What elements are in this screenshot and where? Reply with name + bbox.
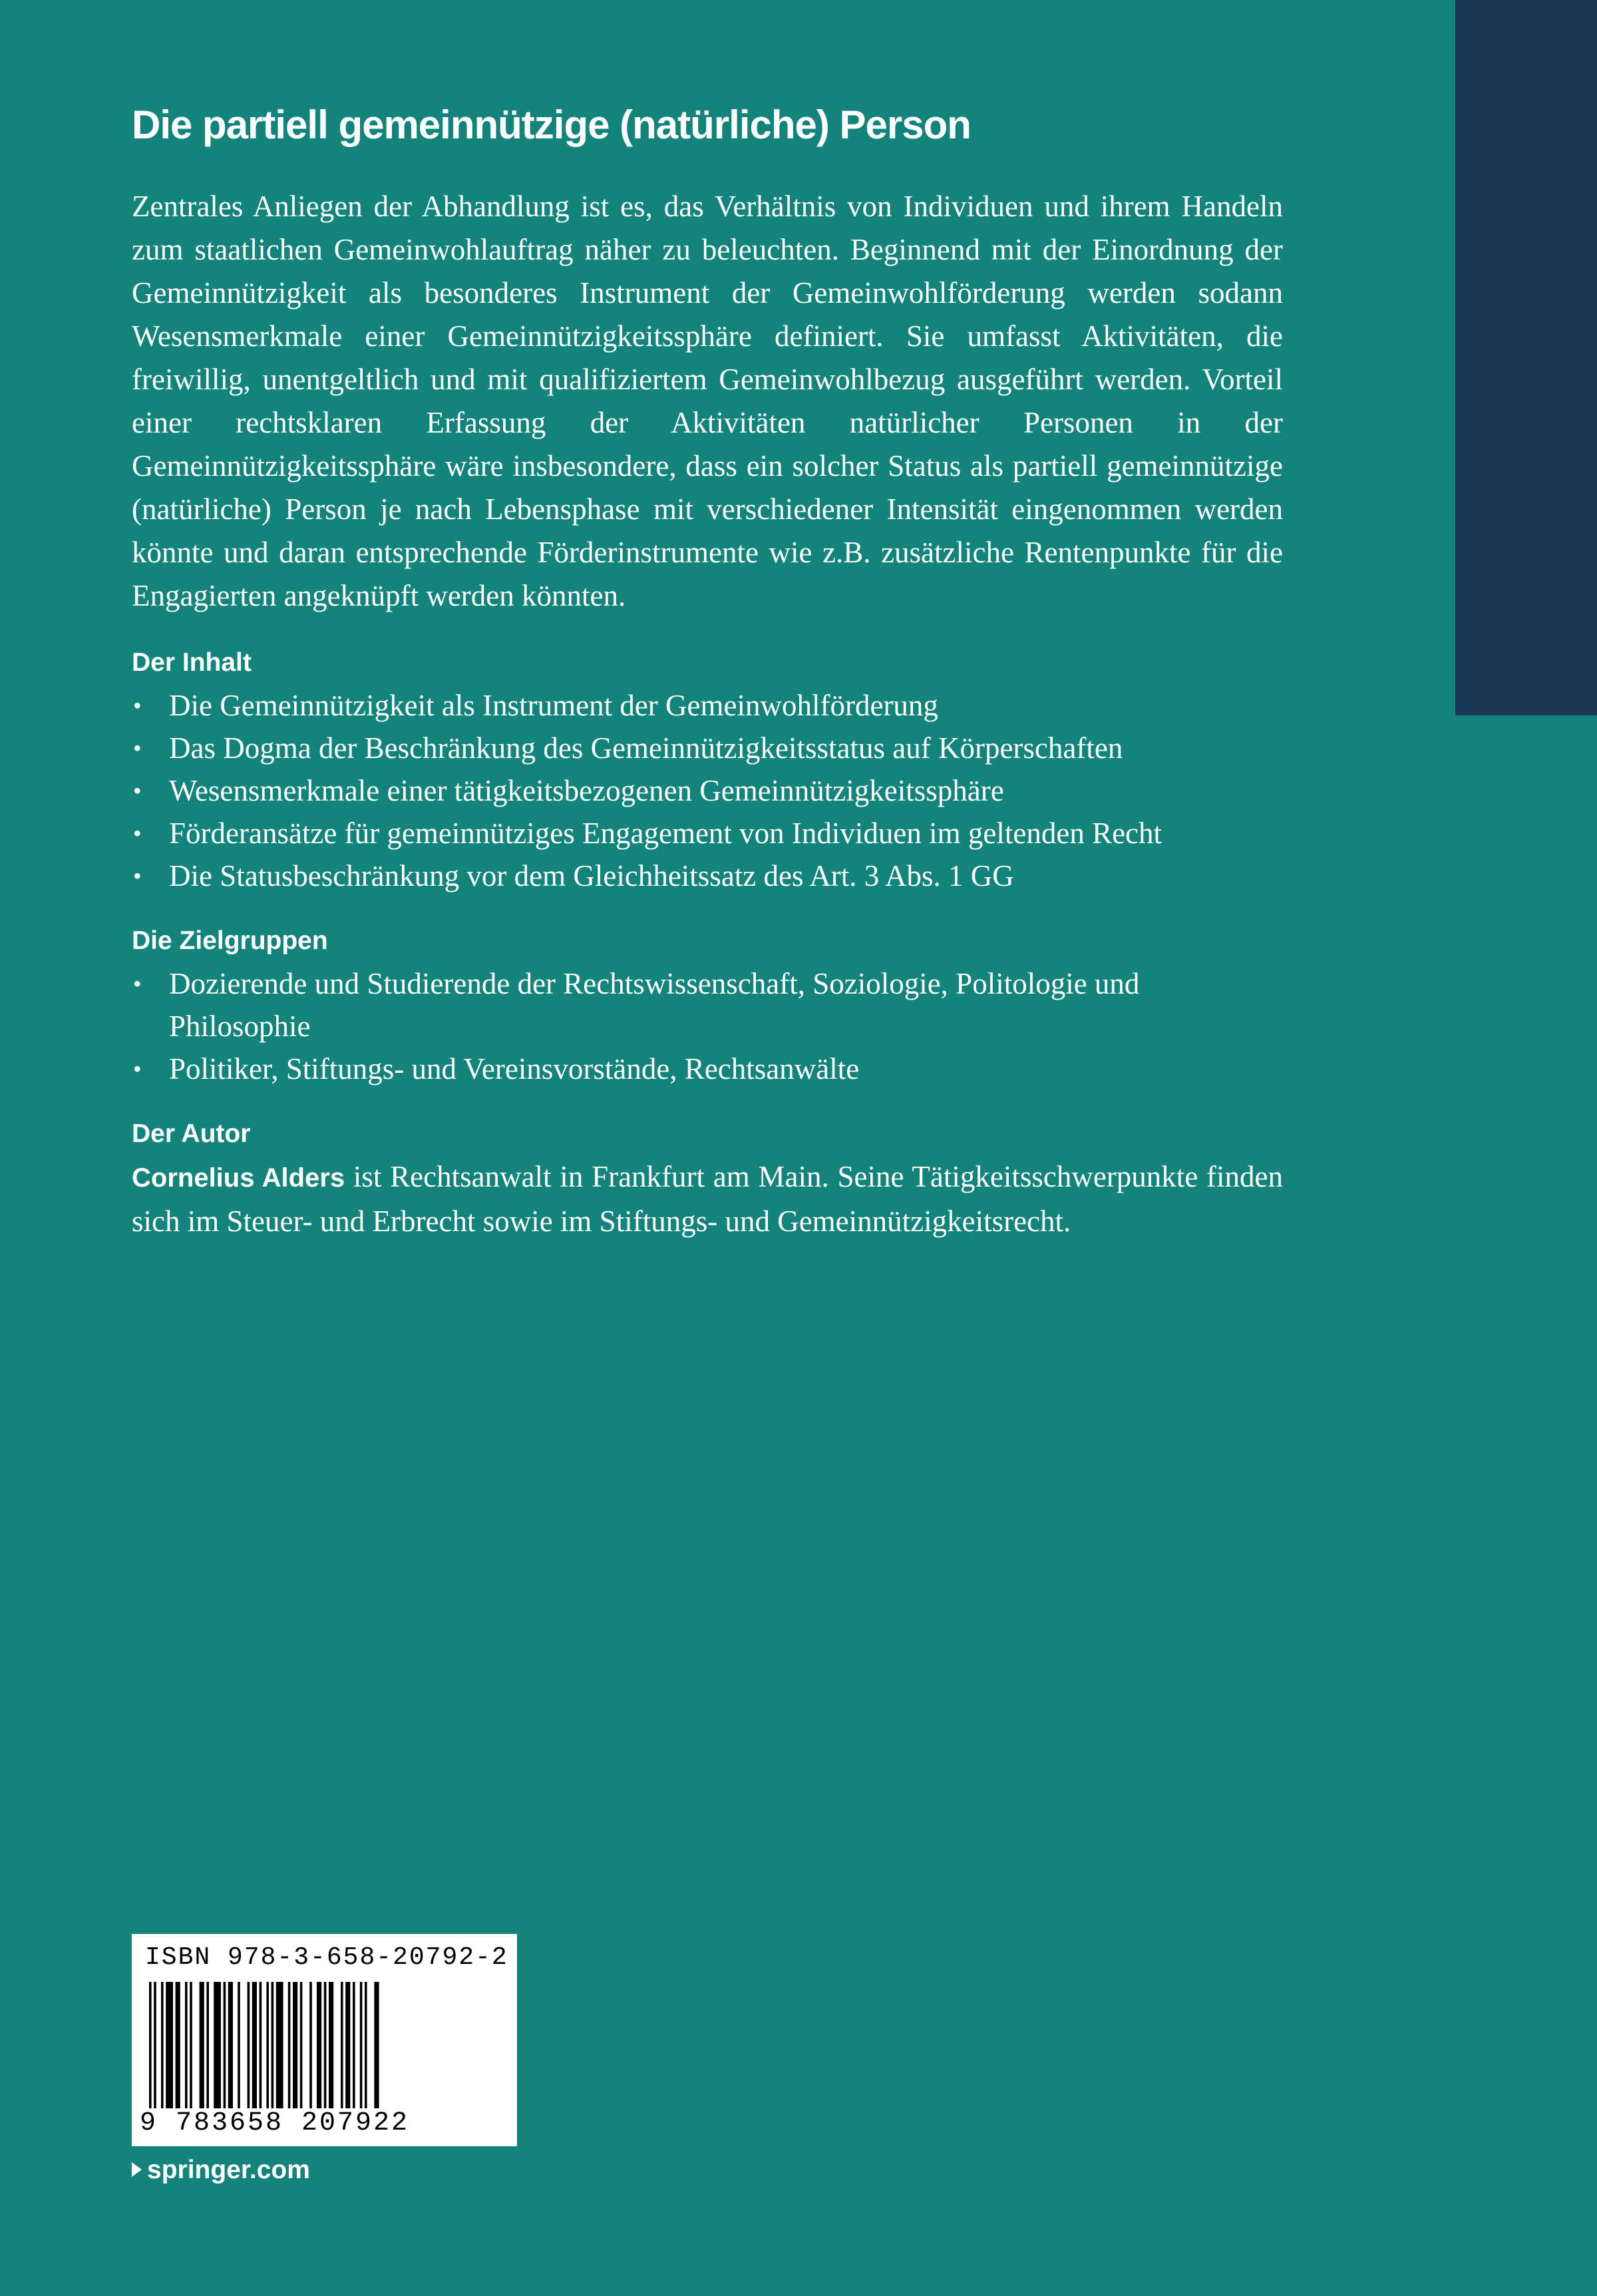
contents-list-item — [132, 855, 1283, 897]
barcode-bar — [161, 1982, 164, 2108]
barcode-bar — [154, 1982, 156, 2108]
contents-heading: Der Inhalt — [132, 648, 252, 677]
barcode-bar — [345, 1982, 350, 2108]
barcode-bar — [324, 1982, 327, 2108]
barcode-bar — [200, 1982, 204, 2108]
barcode-bar — [271, 1982, 274, 2108]
barcode-bar — [309, 1982, 312, 2108]
contents-list-item — [132, 769, 1283, 812]
audience-list — [132, 962, 1283, 1090]
barcode-bar — [341, 1982, 343, 2108]
contents-list-item — [132, 812, 1283, 855]
audience-list-item — [132, 1048, 1283, 1090]
barcode-bar — [224, 1982, 226, 2108]
bullet-icon: • — [133, 692, 142, 719]
contents-list-item — [132, 684, 1283, 727]
barcode-bar — [238, 1982, 240, 2108]
barcode-bar — [329, 1982, 333, 2108]
contents-item-text: Die Gemeinnützigkeit als Instrument der Gemeinwohlförderung — [169, 689, 938, 722]
bullet-icon: • — [133, 820, 142, 847]
barcode-bar — [214, 1982, 221, 2108]
publisher-link-text: springer.com — [147, 2156, 310, 2184]
audience-heading: Die Zielgruppen — [132, 926, 328, 955]
barcode-bar — [248, 1982, 250, 2108]
back-cover-content — [132, 98, 1283, 1243]
barcode-bar — [176, 1982, 180, 2108]
bullet-icon: • — [133, 970, 142, 997]
isbn-label: ISBN 978-3-658-20792-2 — [145, 1943, 508, 1972]
audience-list-item — [132, 962, 1283, 1048]
corner-color-block — [1455, 0, 1597, 715]
barcode-bar — [166, 1982, 173, 2108]
abstract-paragraph: Zentrales Anliegen der Abhandlung ist es, das Verhältnis von Individuen und ihrem Handeln zum staatlichen Gemeinwohlauftrag näher zu beleuchten. Beginnend mit der Einordnung der Gemeinnützigkeit als besonderes Instrument der Gemeinwohlförderung werden sodann Wesensmerkmale einer Gemeinnützigkeitssphäre definiert. Sie umfasst Aktivitäten, die freiwillig, unentgeltlich und mit qualifiziertem Gemeinwohlbezug ausgeführt werden. Vorteil einer rechtsklaren Erfassung der Aktivitäten natürlicher Personen in der Gemeinnützigkeitssphäre wäre insbesondere, dass ein solcher Status als partiell gemeinnützige (natürliche) Person je nach Lebensphase mit verschiedener Intensität eingenommen werden könnte und daran entsprechende Förderinstrumente wie z.B. zusätzliche Rentenpunkte für die Engagierten angeknüpft werden könnten. — [132, 190, 1283, 612]
arrow-right-icon — [132, 2162, 142, 2177]
barcode-bar — [149, 1982, 152, 2108]
contents-item-text: Die Statusbeschränkung vor dem Gleichheitssatz des Art. 3 Abs. 1 GG — [169, 859, 1014, 892]
bullet-icon: • — [133, 1055, 142, 1082]
contents-item-text: Wesensmerkmale einer tätigkeitsbezogenen Gemeinnützigkeitssphäre — [169, 774, 1004, 807]
bullet-icon: • — [133, 777, 142, 804]
barcode-bar — [185, 1982, 188, 2108]
author-name: Cornelius Alders — [132, 1163, 345, 1193]
barcode-bar — [360, 1982, 363, 2108]
barcode-bar — [190, 1982, 192, 2108]
barcode-bars — [146, 1982, 506, 2108]
book-title: Die partiell gemeinnützige (natürliche) Person — [132, 102, 971, 147]
author-bio-text: ist Rechtsanwalt in Frankfurt am Main. Seine Tätigkeitsschwerpunkte finden sich im Steuer- und Erbrecht sowie im Stiftungs- und Gemeinnützigkeitsrecht. — [132, 1160, 1283, 1238]
isbn-barcode — [132, 1934, 517, 2146]
barcode-bar — [317, 1982, 321, 2108]
contents-list — [132, 684, 1283, 897]
barcode-bar — [300, 1982, 303, 2108]
barcode-bar — [260, 1982, 262, 2108]
contents-item-text: Das Dogma der Beschränkung des Gemeinnützigkeitsstatus auf Körperschaften — [169, 731, 1123, 765]
barcode-bar — [252, 1982, 257, 2108]
bullet-icon: • — [133, 862, 142, 889]
bullet-icon: • — [133, 735, 142, 761]
contents-list-item — [132, 727, 1283, 769]
contents-item-text: Förderansätze für gemeinnütziges Engagement von Individuen im geltenden Recht — [169, 817, 1162, 850]
barcode-digits: 9 783658 207922 — [140, 2108, 410, 2138]
barcode-bar — [374, 1982, 379, 2108]
barcode-bar — [206, 1982, 209, 2108]
barcode-bar — [288, 1982, 291, 2108]
author-bio — [132, 1155, 1283, 1243]
publisher-link[interactable] — [132, 2154, 310, 2187]
author-heading: Der Autor — [132, 1119, 251, 1148]
audience-item-text: Politiker, Stiftungs- und Vereinsvorstände, Rechtsanwälte — [169, 1052, 860, 1085]
barcode-bar — [276, 1982, 283, 2108]
barcode-bar — [228, 1982, 233, 2108]
barcode-bar — [353, 1982, 355, 2108]
audience-item-text: Dozierende und Studierende der Rechtswissenschaft, Soziologie, Politologie und Philosophie — [169, 967, 1140, 1043]
barcode-bar — [266, 1982, 269, 2108]
barcode-bar — [293, 1982, 297, 2108]
barcode-bar — [365, 1982, 367, 2108]
